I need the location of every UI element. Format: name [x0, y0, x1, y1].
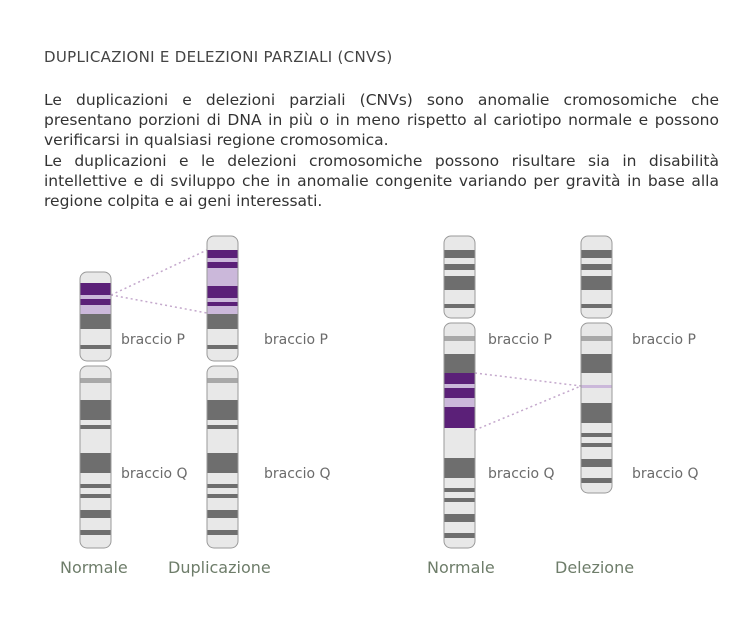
- detail-paragraph: Le duplicazioni e le delezioni cromosomiche possono risultare sia in disabilità intellettive e di sviluppo che in anomalie congenite variando per gravità in base alla regione colpita e ai geni interessati.: [44, 152, 719, 210]
- chromosome-normal-2: [444, 236, 475, 548]
- chromosome-normal-1-q-arm: [80, 366, 111, 548]
- chromosome-normal-2-q-arm: [444, 323, 475, 548]
- q-arm-label-1: braccio Q: [121, 466, 188, 482]
- deletion-connectors: [475, 373, 581, 430]
- chromosome-duplication-p-arm: [207, 236, 238, 361]
- section-heading: DUPLICAZIONI E DELEZIONI PARZIALI (CNVS): [44, 48, 393, 66]
- chromosome-duplication: [207, 236, 238, 548]
- q-arm-label-2: braccio Q: [264, 466, 331, 482]
- q-arm-label-4: braccio Q: [632, 466, 699, 482]
- p-arm-label-2: braccio P: [264, 332, 328, 348]
- p-arm-label-3: braccio P: [488, 332, 552, 348]
- chromosome-normal-1-p-arm: [80, 272, 111, 361]
- chromosome-deletion: [581, 236, 612, 493]
- p-arm-label-1: braccio P: [121, 332, 185, 348]
- p-arm-label-4: braccio P: [632, 332, 696, 348]
- chromosome-deletion-q-arm: [581, 323, 612, 493]
- caption-normale-1: Normale: [60, 558, 128, 577]
- caption-delezione: Delezione: [555, 558, 635, 577]
- chromosome-duplication-q-arm: [207, 366, 238, 548]
- duplication-connectors: [111, 250, 207, 313]
- intro-paragraph: Le duplicazioni e delezioni parziali (CNVs) sono anomalie cromosomiche che presentano porzioni di DNA in più o in meno rispetto al cariotipo normale e possono verificarsi in qualsiasi regione cromosomica.: [44, 91, 719, 149]
- caption-duplicazione: Duplicazione: [168, 558, 271, 577]
- chromosome-normal-2-p-arm: [444, 236, 475, 318]
- chromosome-normal-1: [80, 272, 111, 548]
- caption-normale-2: Normale: [427, 558, 495, 577]
- q-arm-label-3: braccio Q: [488, 466, 555, 482]
- chromosome-deletion-p-arm: [581, 236, 612, 318]
